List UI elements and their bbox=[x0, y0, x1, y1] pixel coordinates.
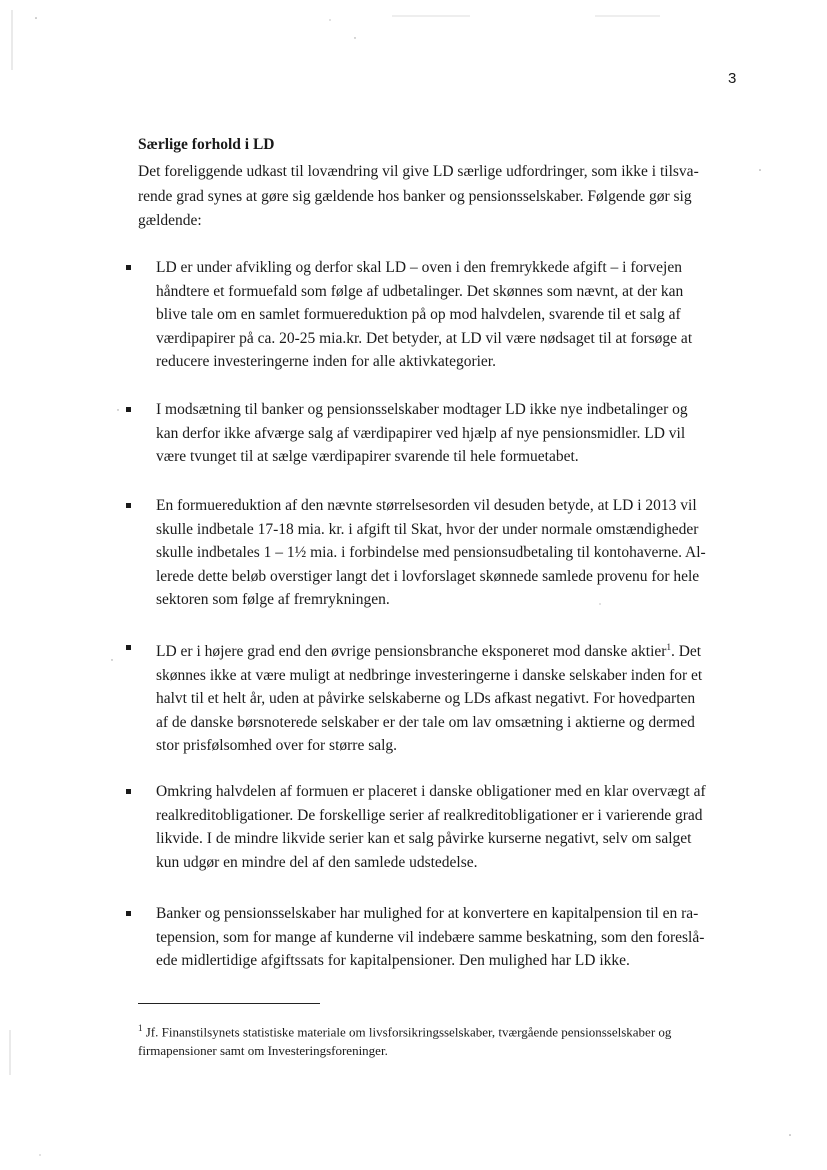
bullet-text bbox=[156, 494, 726, 612]
bullet-line: ede midlertidige afgiftssats for kapitalpensioner. Den mulighed har LD ikke. bbox=[156, 952, 630, 969]
bullet-line: blive tale om en samlet formuereduktion på op mod halvdelen, svarende til et salg af bbox=[156, 306, 681, 323]
bullet-line: kan derfor ikke afværge salg af værdipapirer ved hjælp af nye pensionsmidler. LD vil bbox=[156, 424, 686, 442]
bullet-marker bbox=[126, 503, 131, 508]
bullet-line: af de danske børsnoterede selskaber er der tale om lav omsætning i aktierne og dermed bbox=[156, 713, 695, 731]
bullet-line-tail: . Det bbox=[670, 643, 702, 661]
bullet-line bbox=[156, 636, 726, 664]
intro-line: Det foreliggende udkast til lovændring vil give LD særlige udfordringer, som ikke i tilsva- bbox=[138, 163, 699, 180]
bullet-text bbox=[156, 256, 726, 374]
bullet-line: håndtere et formuefald som følge af udbetalinger. Det skønnes som nævnt, at der kan bbox=[156, 282, 684, 300]
bullet-line: stor prisfølsomhed over for større salg. bbox=[156, 737, 398, 755]
bullet-line: halvt til et helt år, uden at påvirke selskaberne og LDs afkast negativt. For hovedparten bbox=[156, 690, 696, 708]
bullet-text bbox=[156, 902, 726, 973]
bullet-line: realkreditobligationer. De forskellige serier af realkreditobligationer er i varierende grad bbox=[156, 806, 703, 824]
footnote-line bbox=[138, 1019, 738, 1041]
bullet-marker bbox=[126, 645, 131, 650]
bullet-line: kun udgør en mindre del af den samlede udstedelse. bbox=[156, 853, 478, 871]
bullet-marker bbox=[126, 911, 131, 916]
page-number: 3 bbox=[728, 70, 737, 87]
footnote-line: firmapensioner samt om Investeringsforeninger. bbox=[138, 1043, 388, 1059]
bullet-item bbox=[126, 780, 726, 874]
bullet-line: I modsætning til banker og pensionsselskaber modtager LD ikke nye indbetalinger og bbox=[156, 401, 688, 418]
bullet-line: lerede dette beløb overstiger langt det i lovforslaget skønnede samlede provenu for hele bbox=[156, 567, 700, 585]
bullet-line: likvide. I de mindre likvide serier kan et salg påvirke kurserne negativt, selv om salget bbox=[156, 830, 692, 847]
bullet-line: skulle indbetales 1 – 1½ mia. i forbindelse med pensionsudbetaling til kontohaverne. Al- bbox=[156, 544, 706, 561]
bullet-line: reducere investeringerne inden for alle aktivkategorier. bbox=[156, 353, 496, 370]
bullet-line-text: LD er i højere grad end den øvrige pensionsbranche eksponeret mod danske aktier bbox=[156, 643, 667, 661]
bullet-line: være tvunget til at sælge værdipapirer svarende til hele formuetabet. bbox=[156, 448, 579, 465]
bullet-item bbox=[126, 398, 726, 469]
intro-line: rende grad synes at gøre sig gældende hos banker og pensionsselskaber. Følgende gør sig bbox=[138, 187, 692, 205]
bullet-item bbox=[126, 636, 726, 758]
bullet-line: LD er under afvikling og derfor skal LD – oven i den fremrykkede afgift – i forvejen bbox=[156, 259, 682, 276]
footnote-text: Jf. Finanstilsynets statistiske materiale om livsforsikringsselskaber, tværgående pensionsselskaber og bbox=[145, 1024, 672, 1040]
bullet-line: Banker og pensionsselskaber har mulighed for at konvertere en kapitalpension til en ra- bbox=[156, 905, 699, 922]
bullet-marker bbox=[126, 789, 131, 794]
section-heading: Særlige forhold i LD bbox=[138, 136, 275, 153]
bullet-line: skulle indbetale 17-18 mia. kr. i afgift til Skat, hvor der under normale omstændigheder bbox=[156, 520, 699, 538]
bullet-line: En formuereduktion af den nævnte størrelsesorden vil desuden betyde, at LD i 2013 vil bbox=[156, 497, 697, 514]
footnote-marker: 1 bbox=[138, 1023, 143, 1033]
footnote-reference: 1 bbox=[666, 642, 671, 652]
intro-line: gældende: bbox=[138, 212, 202, 229]
footnote-divider bbox=[138, 1003, 320, 1004]
footnote bbox=[138, 1019, 738, 1060]
bullet-text bbox=[156, 780, 726, 874]
bullet-line: tepension, som for mange af kunderne vil indebære samme beskatning, som den foreslå- bbox=[156, 928, 705, 946]
intro-paragraph bbox=[138, 160, 728, 234]
bullet-line: værdipapirer på ca. 20-25 mia.kr. Det betyder, at LD vil være nødsaget til at forsøge at bbox=[156, 329, 693, 347]
bullet-line: sektoren som følge af fremrykningen. bbox=[156, 591, 390, 608]
bullet-item bbox=[126, 902, 726, 973]
bullet-marker bbox=[126, 265, 131, 270]
bullet-line: Omkring halvdelen af formuen er placeret i danske obligationer med en klar overvægt af bbox=[156, 783, 706, 800]
bullet-text bbox=[156, 636, 726, 758]
bullet-marker bbox=[126, 407, 131, 412]
bullet-item bbox=[126, 494, 726, 612]
bullet-text bbox=[156, 398, 726, 469]
bullet-line: skønnes ikke at være muligt at nedbringe investeringerne i danske selskaber inden for et bbox=[156, 666, 703, 684]
bullet-item bbox=[126, 256, 726, 374]
